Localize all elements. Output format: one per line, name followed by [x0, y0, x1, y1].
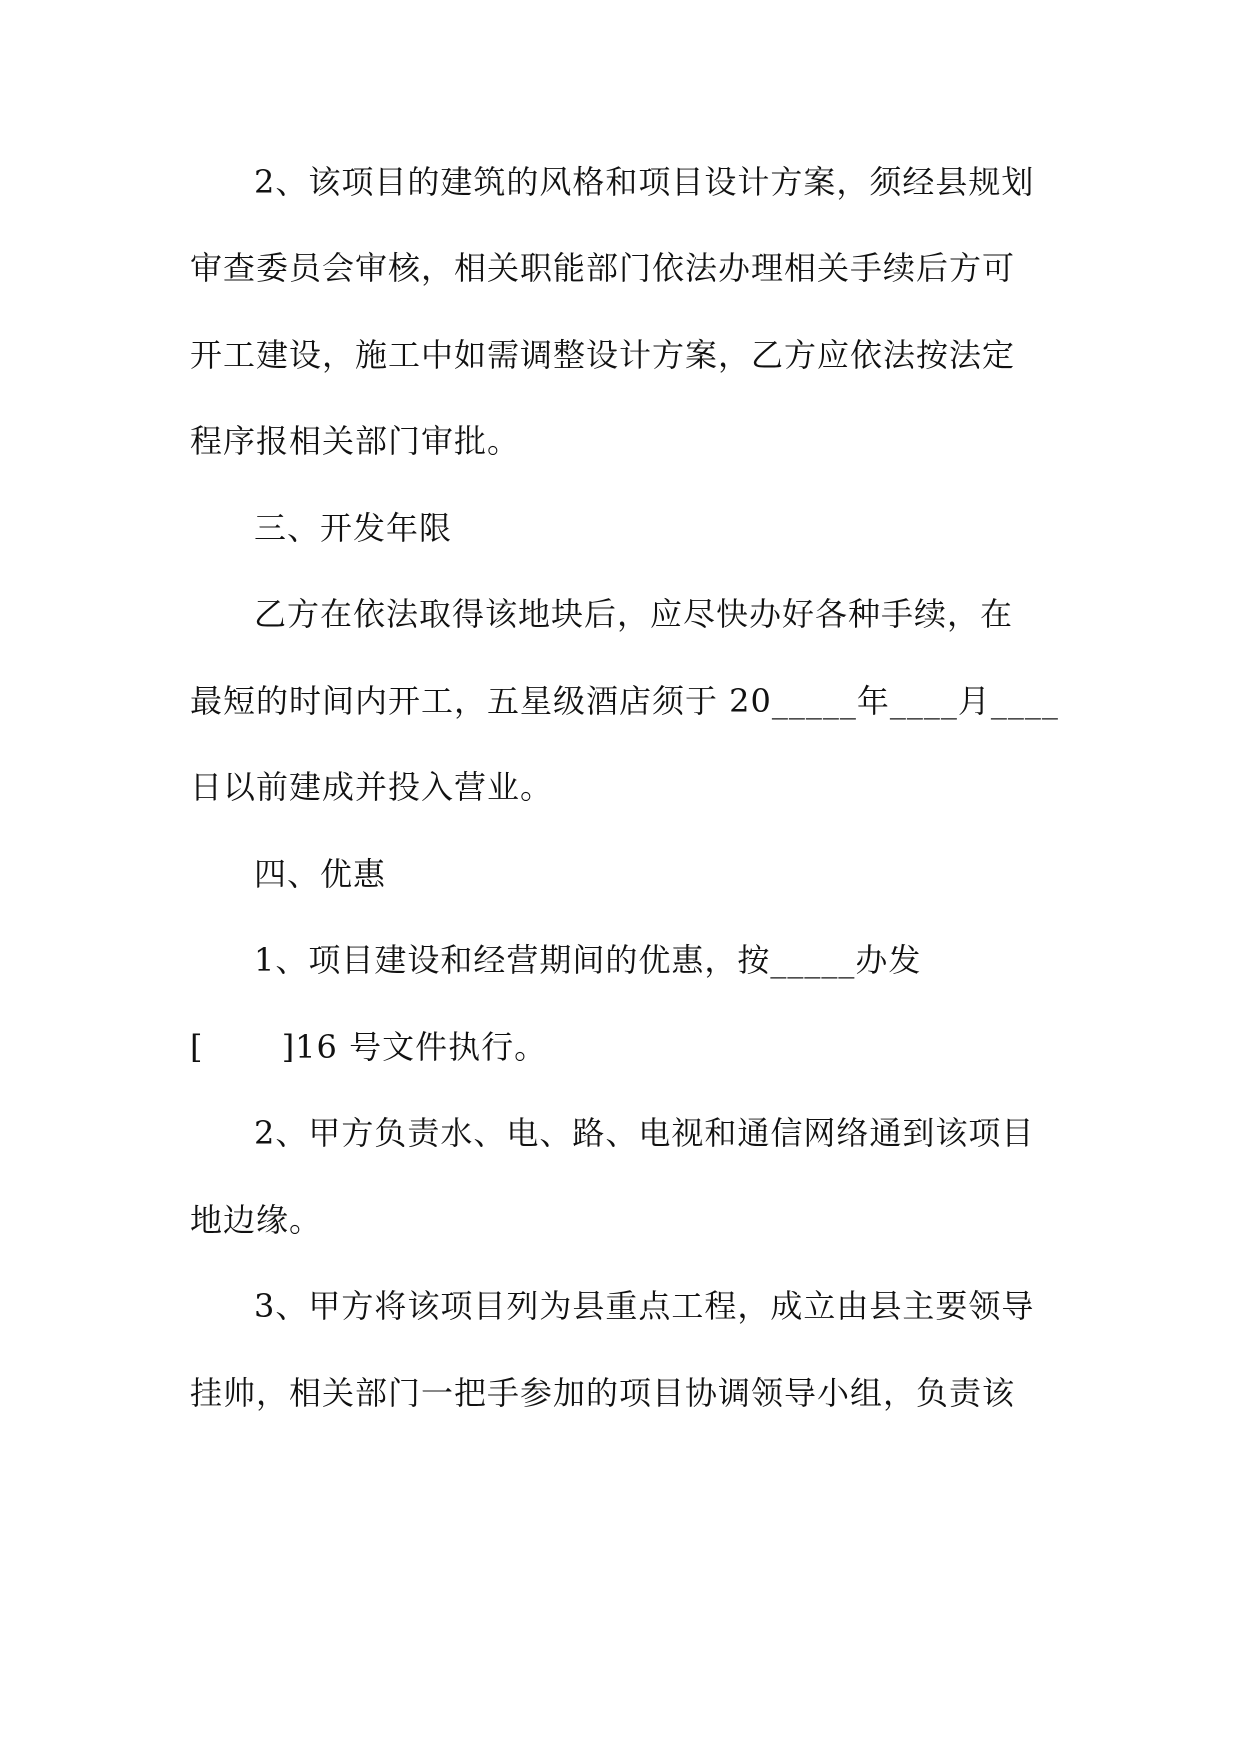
text-line: 日以前建成并投入营业。	[190, 768, 554, 806]
text-line: 审查委员会审核，相关职能部门依法办理相关手续后方可	[190, 249, 1016, 287]
text-line: 乙方在依法取得该地块后，应尽快办好各种手续，在	[254, 595, 1014, 633]
text-line: 3、甲方将该项目列为县重点工程，成立由县主要领导	[254, 1287, 1035, 1325]
text-line: 2、该项目的建筑的风格和项目设计方案，须经县规划	[254, 163, 1035, 201]
section-heading: 四、优惠	[254, 855, 387, 893]
text-line: 最短的时间内开工，五星级酒店须于 20_____年____月____	[190, 682, 1059, 720]
text-line: 2、甲方负责水、电、路、电视和通信网络通到该项目	[254, 1114, 1035, 1152]
text-line: 地边缘。	[190, 1201, 323, 1239]
text-line: 开工建设，施工中如需调整设计方案，乙方应依法按法定	[190, 336, 1016, 374]
text-line: 挂帅，相关部门一把手参加的项目协调领导小组，负责该	[190, 1374, 1016, 1412]
text-line: [ ]16 号文件执行。	[190, 1028, 548, 1066]
text-line: 程序报相关部门审批。	[190, 422, 521, 460]
section-heading: 三、开发年限	[254, 509, 453, 547]
text-line: 1、项目建设和经营期间的优惠，按_____办发	[254, 941, 922, 979]
